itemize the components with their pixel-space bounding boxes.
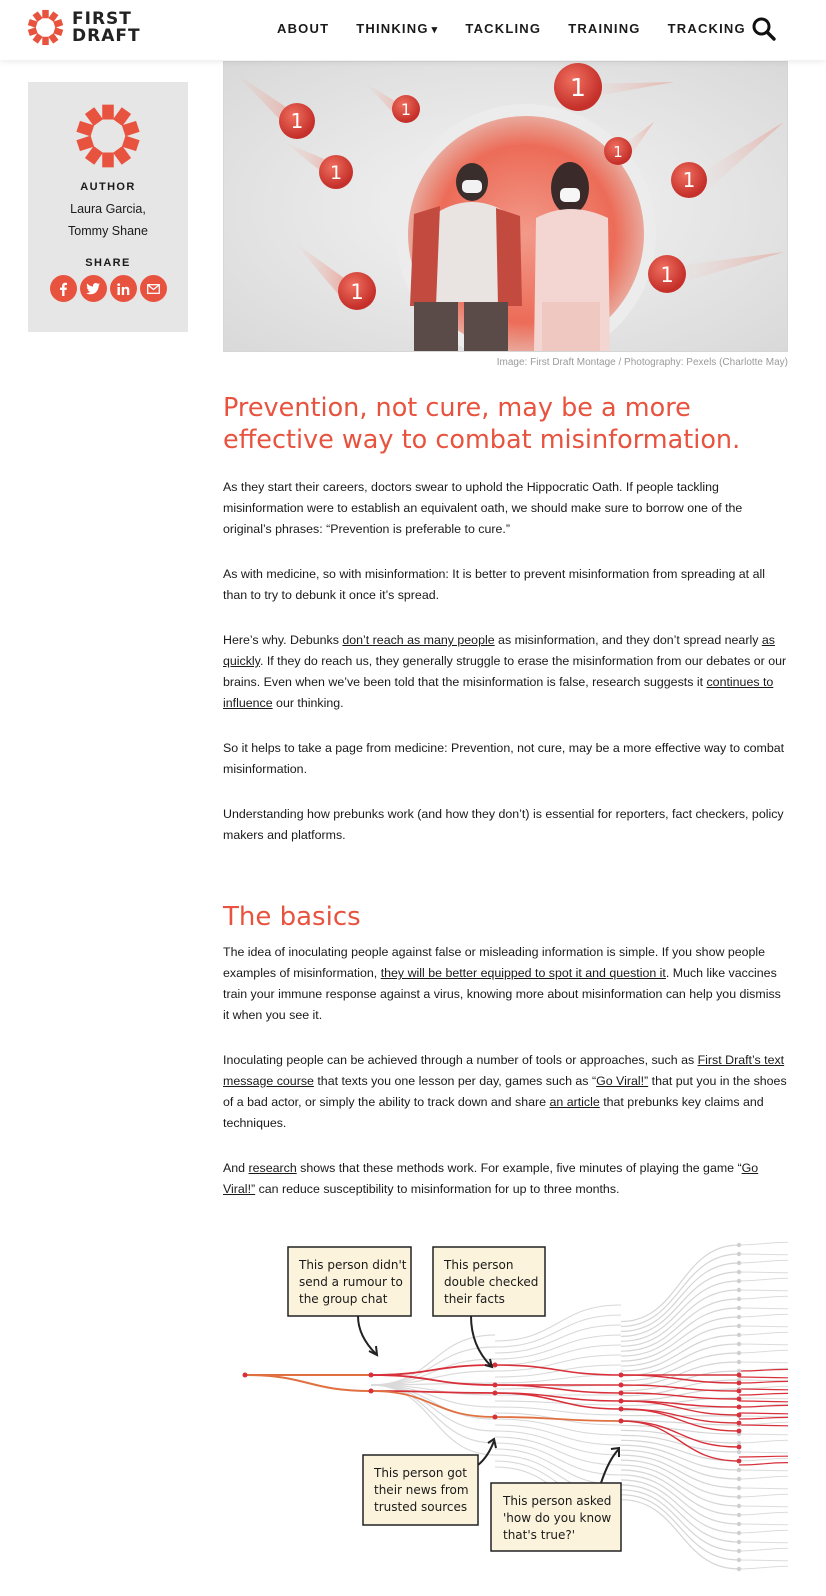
spread-line [739, 1560, 788, 1561]
spread-line [739, 1314, 788, 1317]
spread-line [621, 1263, 739, 1331]
logo-wordmark [72, 8, 141, 46]
site-header [0, 0, 826, 60]
first-draft-logo-icon [27, 9, 64, 46]
paragraph-5: Understanding how prebunks work (and how they don’t) is essential for reporters, fact checkers, policy makers and platforms. [223, 807, 784, 842]
spread-line [495, 1315, 621, 1347]
spread-line [739, 1369, 788, 1371]
spread-line [245, 1375, 371, 1391]
spread-node [737, 1288, 741, 1292]
spread-line [739, 1456, 788, 1457]
badge-8 [338, 272, 376, 310]
spread-line [739, 1452, 788, 1453]
spread-node [737, 1373, 742, 1378]
spread-line [495, 1417, 621, 1421]
spread-line [739, 1393, 788, 1395]
badge-6 [671, 162, 707, 198]
spread-line [621, 1299, 739, 1351]
nav-thinking[interactable] [356, 21, 438, 36]
spread-node [737, 1459, 742, 1464]
spread-line [739, 1458, 788, 1461]
link-research[interactable]: research [248, 1161, 297, 1175]
paragraph-6 [223, 942, 788, 1026]
spread-line [739, 1290, 788, 1291]
image-caption: Image: First Draft Montage / Photography: Pexels (Charlotte May) [496, 357, 788, 368]
badge-5 [604, 137, 632, 165]
spread-line [739, 1308, 788, 1309]
spread-line [495, 1325, 621, 1353]
spread-line [739, 1362, 788, 1363]
spread-line [495, 1355, 621, 1371]
svg-text:This person asked: This person asked [503, 1494, 612, 1508]
svg-text:1: 1 [682, 168, 696, 192]
spread-line [621, 1409, 739, 1431]
spread-line [739, 1530, 788, 1533]
paragraph-3-text-2: as misinformation, and they don’t spread nearly [494, 633, 762, 647]
svg-text:double checked: double checked [444, 1275, 539, 1289]
facebook-icon[interactable] [50, 275, 77, 302]
main-nav [277, 21, 773, 36]
spread-line [495, 1443, 621, 1475]
spread-node [737, 1405, 742, 1410]
spread-line [739, 1476, 788, 1479]
spread-node [737, 1369, 741, 1373]
badge-2 [392, 95, 420, 123]
spread-node [493, 1383, 498, 1388]
spread-node [737, 1567, 741, 1571]
spread-line [621, 1272, 739, 1336]
spread-line [739, 1380, 788, 1381]
nav-about[interactable]: ABOUT [277, 21, 330, 36]
badge-7 [648, 255, 686, 293]
spread-node [737, 1504, 741, 1508]
paragraph-7 [223, 1050, 788, 1134]
svg-text:the group chat: the group chat [299, 1292, 388, 1306]
spread-line [739, 1413, 788, 1414]
spread-node [737, 1477, 741, 1481]
spread-diagram [223, 1225, 788, 1596]
svg-text:1: 1 [660, 263, 674, 287]
svg-text:trusted sources: trusted sources [374, 1500, 468, 1514]
link-go-viral[interactable]: Go Viral!” [596, 1074, 649, 1088]
spread-line [739, 1416, 788, 1417]
paragraph-8-text-2: shows that these methods work. For example, five minutes of playing the game “ [296, 1161, 742, 1175]
spread-line [739, 1440, 788, 1443]
link-go-viral-game[interactable]: Go Viral!” [223, 1161, 759, 1196]
logo-line-2: DRAFT [72, 25, 141, 46]
spread-node [737, 1279, 741, 1283]
spread-line [621, 1500, 739, 1569]
spread-node [737, 1324, 741, 1328]
author-sidebar [28, 82, 188, 332]
spread-node [737, 1270, 741, 1274]
spread-line [739, 1542, 788, 1543]
spread-line [739, 1524, 788, 1525]
spread-node [737, 1522, 741, 1526]
spread-node [737, 1360, 741, 1364]
spread-line [739, 1566, 788, 1569]
author-name-2[interactable]: Tommy Shane [68, 224, 148, 238]
paragraph-3-text-3: . If they do reach us, they generally struggle to erase the misinformation from our debates or our brains. Even when we’ve been told that the misinformation is false, research suggests it [223, 654, 787, 689]
spread-line [621, 1393, 739, 1399]
paragraph-3 [223, 630, 788, 714]
spread-node [737, 1495, 741, 1499]
spread-line [739, 1344, 788, 1345]
paragraph-7-text-3: that put you in the shoes of a bad actor, or simply the ability to track down and share [223, 1074, 787, 1109]
spread-node [243, 1373, 248, 1378]
link-dont-reach-as-many-people[interactable]: don’t reach as many people [342, 633, 495, 647]
spread-node [737, 1421, 742, 1426]
spread-line [739, 1389, 788, 1390]
spread-line [739, 1381, 788, 1383]
spread-line [621, 1480, 739, 1533]
author-names [28, 198, 188, 242]
author-label: AUTHOR [80, 181, 136, 193]
nav-tackling[interactable]: TACKLING [465, 21, 542, 36]
spread-line [621, 1375, 739, 1383]
spread-diagram-graphic [223, 1225, 788, 1596]
spread-line [621, 1435, 739, 1452]
spread-line [739, 1488, 788, 1489]
spread-line [739, 1425, 788, 1426]
spread-line [621, 1353, 739, 1381]
section-heading-basics: The basics [223, 902, 361, 932]
spread-line [621, 1450, 739, 1479]
spread-node [369, 1373, 374, 1378]
spread-line [739, 1296, 788, 1299]
author-name-1[interactable]: Laura Garcia, [70, 202, 146, 216]
svg-text:This person: This person [444, 1258, 514, 1272]
note-rumour [288, 1247, 411, 1355]
paragraph-4: So it helps to take a page from medicine: Prevention, not cure, may be a more effective way to combat misinformation. [223, 741, 785, 776]
spread-node [619, 1391, 624, 1396]
spread-line [739, 1512, 788, 1515]
svg-text:their facts: their facts [444, 1292, 505, 1306]
spread-line [739, 1434, 788, 1435]
spread-line [495, 1345, 621, 1365]
spread-node [737, 1513, 741, 1517]
paragraph-6-text-2: . Much like vaccines train your immune response against a virus, knowing more about misinformation can help you dismiss it when you see it. [223, 966, 781, 1022]
share-label: SHARE [85, 257, 131, 269]
search-icon[interactable] [751, 16, 777, 42]
svg-text:1: 1 [570, 73, 586, 102]
spread-line [739, 1326, 788, 1327]
spread-node [737, 1381, 742, 1386]
paragraph-8-text-1: And [223, 1161, 249, 1175]
paragraph-6-text-1: The idea of inoculating people against false or misleading information is simple. If you show people examples of misinformation, [223, 945, 766, 980]
spread-node [737, 1549, 741, 1553]
spread-node [737, 1531, 741, 1535]
spread-node [737, 1540, 741, 1544]
link-continues-to-influence[interactable]: continues to influence [223, 675, 774, 710]
paragraph-3-text-1: Here’s why. Debunks [223, 633, 343, 647]
spread-line [621, 1335, 739, 1371]
spread-node [737, 1413, 742, 1418]
spread-node [737, 1429, 742, 1434]
spread-node [737, 1297, 741, 1301]
svg-text:This person got: This person got [374, 1466, 467, 1480]
spread-line [739, 1350, 788, 1353]
svg-text:1: 1 [400, 100, 412, 119]
spread-node [619, 1399, 624, 1404]
spread-line [739, 1401, 788, 1402]
hero-image [223, 61, 788, 352]
paragraph-7-text-1: Inoculating people can be achieved through a number of tools or approaches, such as [223, 1053, 698, 1067]
paragraph-8-text-3: can reduce susceptibility to misinformation for up to three months. [255, 1182, 620, 1196]
spread-node [737, 1333, 741, 1337]
spread-node [493, 1363, 498, 1368]
spread-node [737, 1486, 741, 1490]
hero-montage-graphic [224, 62, 788, 352]
nav-thinking-label: THINKING [356, 21, 429, 36]
spread-node [737, 1445, 742, 1450]
spread-line [739, 1398, 788, 1399]
spread-line [739, 1254, 788, 1255]
spread-line [739, 1463, 788, 1465]
linkedin-icon[interactable] [110, 275, 137, 302]
spread-node [737, 1389, 742, 1394]
first-draft-emblem-icon [75, 103, 141, 169]
svg-text:send a rumour to: send a rumour to [299, 1275, 403, 1289]
spread-node [737, 1306, 741, 1310]
svg-text:'how do you know: 'how do you know [503, 1511, 612, 1525]
spread-line [739, 1332, 788, 1335]
paragraph-2: As with medicine, so with misinformation: It is better to prevent misinformation from spreading at all than to try to debunk it once it’s spread. [223, 567, 765, 602]
link-an-article[interactable]: an article [549, 1095, 600, 1109]
link-better-equipped[interactable]: they will be better equipped to spot it and question it [380, 966, 666, 980]
nav-tracking[interactable]: TRACKING [667, 21, 746, 36]
site-logo[interactable] [27, 9, 141, 46]
link-text-message-course[interactable]: First Draft’s text message course [223, 1053, 785, 1088]
spread-node [493, 1415, 498, 1420]
paragraph-8 [223, 1158, 788, 1200]
svg-text:1: 1 [350, 280, 364, 304]
spread-node [737, 1468, 741, 1472]
badge-1 [279, 103, 315, 139]
logo-line-1: FIRST [72, 8, 132, 29]
spread-node [737, 1261, 741, 1265]
spread-line [739, 1548, 788, 1551]
spread-line [739, 1272, 788, 1273]
svg-text:their news from: their news from [374, 1483, 469, 1497]
badge-3 [319, 155, 353, 189]
link-as-quickly[interactable]: as quickly [223, 633, 775, 668]
svg-text:1: 1 [613, 143, 623, 161]
spread-line [739, 1494, 788, 1497]
svg-text:1: 1 [329, 162, 343, 184]
spread-line [495, 1437, 621, 1465]
spread-node [619, 1407, 624, 1412]
spread-line [739, 1260, 788, 1263]
spread-line [739, 1405, 788, 1407]
paragraph-3-text-4: our thinking. [272, 696, 344, 710]
spread-line [739, 1470, 788, 1471]
spread-line [621, 1401, 739, 1415]
spread-node [369, 1389, 374, 1394]
spread-node [737, 1342, 741, 1346]
spread-line [495, 1425, 621, 1445]
svg-text:1: 1 [290, 109, 304, 133]
spread-node [493, 1391, 498, 1396]
spread-node [619, 1419, 624, 1424]
spread-line [739, 1377, 788, 1378]
spread-node [737, 1558, 741, 1562]
paragraph-7-text-2: that texts you one lesson per day, games such as “ [313, 1074, 597, 1088]
paragraph-1: As they start their careers, doctors swear to uphold the Hippocratic Oath. If people tackling misinformation were to establish an equivalent oath, we should make sure to borrow one of the original’s phrases: “Prevention is preferable to cure.” [223, 480, 743, 536]
email-icon[interactable] [140, 275, 167, 302]
spread-node [737, 1243, 741, 1247]
badge-4 [554, 63, 602, 111]
caret-down-icon: ▾ [431, 24, 439, 36]
svg-text:This person didn't: This person didn't [299, 1258, 407, 1272]
spread-node [737, 1351, 741, 1355]
share-buttons [28, 275, 188, 302]
spread-line [739, 1278, 788, 1281]
spread-node [737, 1450, 741, 1454]
article-title: Prevention, not cure, may be a more effective way to combat misinformation. [223, 393, 741, 455]
note-double-checked [433, 1247, 545, 1367]
spread-line [739, 1417, 788, 1419]
spread-line [739, 1506, 788, 1507]
spread-node [737, 1315, 741, 1319]
spread-node [737, 1397, 742, 1402]
nav-training[interactable]: TRAINING [568, 21, 641, 36]
spread-line [739, 1242, 788, 1245]
spread-node [737, 1441, 741, 1445]
spread-node [737, 1252, 741, 1256]
spread-node [619, 1373, 624, 1378]
paragraph-7-text-4: that prebunks key claims and techniques. [223, 1095, 764, 1130]
twitter-icon[interactable] [80, 275, 107, 302]
spread-node [619, 1383, 624, 1388]
svg-text:that's true?': that's true?' [503, 1528, 576, 1542]
